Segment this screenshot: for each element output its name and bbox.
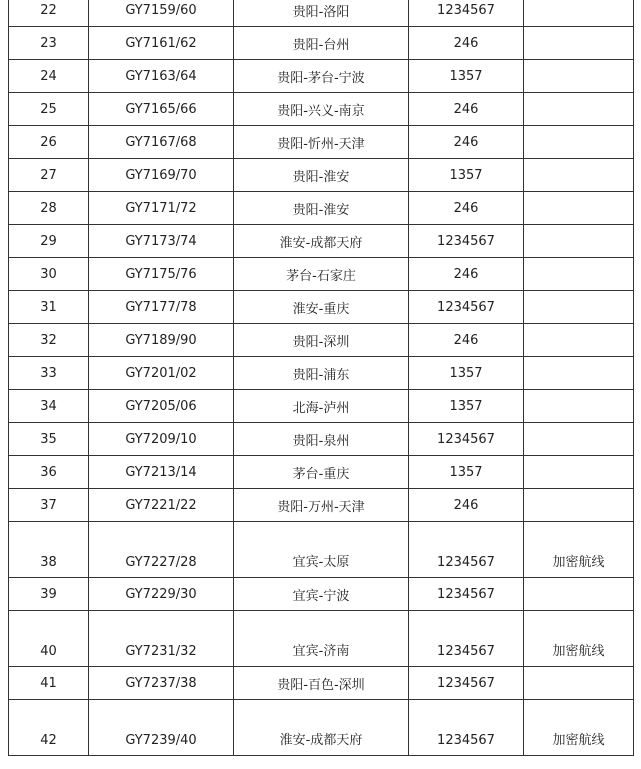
row-number-cell: 25	[9, 93, 89, 126]
flight-number-cell: GY7189/90	[89, 324, 234, 357]
table-row	[9, 93, 634, 126]
note-cell	[524, 390, 634, 423]
route-cell: 茅台-石家庄	[234, 258, 409, 291]
note-cell	[524, 60, 634, 93]
route-cell: 淮安-重庆	[234, 291, 409, 324]
route-cell: 北海-泸州	[234, 390, 409, 423]
row-number-cell: 27	[9, 159, 89, 192]
note-cell	[524, 192, 634, 225]
flight-number-cell: GY7213/14	[89, 456, 234, 489]
table-row	[9, 456, 634, 489]
operating-days-cell: 1234567	[409, 611, 524, 667]
flight-number-cell: GY7205/06	[89, 390, 234, 423]
table-row	[9, 126, 634, 159]
table-row	[9, 159, 634, 192]
row-number-cell: 29	[9, 225, 89, 258]
operating-days-cell: 246	[409, 489, 524, 522]
table-row	[9, 192, 634, 225]
operating-days-cell: 246	[409, 27, 524, 60]
route-cell: 淮安-成都天府	[234, 225, 409, 258]
flight-number-cell: GY7229/30	[89, 578, 234, 611]
note-cell	[524, 357, 634, 390]
table-row	[9, 225, 634, 258]
row-number-cell: 23	[9, 27, 89, 60]
flight-number-cell: GY7171/72	[89, 192, 234, 225]
row-number-cell: 26	[9, 126, 89, 159]
route-cell: 贵阳-忻州-天津	[234, 126, 409, 159]
operating-days-cell: 1234567	[409, 291, 524, 324]
table-row	[9, 611, 634, 667]
note-cell	[524, 126, 634, 159]
flight-number-cell: GY7167/68	[89, 126, 234, 159]
operating-days-cell: 246	[409, 93, 524, 126]
flight-number-cell: GY7161/62	[89, 27, 234, 60]
route-cell: 贵阳-台州	[234, 27, 409, 60]
note-cell	[524, 291, 634, 324]
row-number-cell: 35	[9, 423, 89, 456]
note-cell	[524, 578, 634, 611]
flight-number-cell: GY7231/32	[89, 611, 234, 667]
route-cell: 贵阳-泉州	[234, 423, 409, 456]
row-number-cell: 34	[9, 390, 89, 423]
flight-number-cell: GY7165/66	[89, 93, 234, 126]
note-cell	[524, 667, 634, 700]
route-cell: 贵阳-兴义-南京	[234, 93, 409, 126]
operating-days-cell: 1357	[409, 456, 524, 489]
operating-days-cell: 246	[409, 324, 524, 357]
operating-days-cell: 1357	[409, 60, 524, 93]
flight-schedule-table	[8, 0, 634, 756]
operating-days-cell: 1234567	[409, 522, 524, 578]
route-cell: 贵阳-洛阳	[234, 0, 409, 27]
row-number-cell: 40	[9, 611, 89, 667]
table-row	[9, 0, 634, 27]
route-cell: 宜宾-济南	[234, 611, 409, 667]
table-row	[9, 357, 634, 390]
operating-days-cell: 1357	[409, 159, 524, 192]
operating-days-cell: 1357	[409, 390, 524, 423]
operating-days-cell: 246	[409, 258, 524, 291]
row-number-cell: 30	[9, 258, 89, 291]
operating-days-cell: 1234567	[409, 667, 524, 700]
route-cell: 淮安-成都天府	[234, 700, 409, 756]
table-body	[9, 0, 634, 756]
table-row	[9, 522, 634, 578]
operating-days-cell: 1234567	[409, 578, 524, 611]
flight-number-cell: GY7227/28	[89, 522, 234, 578]
note-cell	[524, 324, 634, 357]
flight-number-cell: GY7201/02	[89, 357, 234, 390]
flight-number-cell: GY7175/76	[89, 258, 234, 291]
row-number-cell: 37	[9, 489, 89, 522]
row-number-cell: 42	[9, 700, 89, 756]
table-row	[9, 60, 634, 93]
note-cell: 加密航线	[524, 700, 634, 756]
operating-days-cell: 246	[409, 192, 524, 225]
row-number-cell: 22	[9, 0, 89, 27]
operating-days-cell: 1234567	[409, 423, 524, 456]
route-cell: 贵阳-浦东	[234, 357, 409, 390]
flight-number-cell: GY7177/78	[89, 291, 234, 324]
operating-days-cell: 1234567	[409, 700, 524, 756]
route-cell: 贵阳-深圳	[234, 324, 409, 357]
row-number-cell: 36	[9, 456, 89, 489]
note-cell	[524, 423, 634, 456]
note-cell	[524, 27, 634, 60]
row-number-cell: 41	[9, 667, 89, 700]
route-cell: 贵阳-淮安	[234, 159, 409, 192]
row-number-cell: 33	[9, 357, 89, 390]
note-cell	[524, 159, 634, 192]
flight-number-cell: GY7221/22	[89, 489, 234, 522]
note-cell	[524, 93, 634, 126]
row-number-cell: 24	[9, 60, 89, 93]
route-cell: 贵阳-万州-天津	[234, 489, 409, 522]
row-number-cell: 32	[9, 324, 89, 357]
flight-number-cell: GY7173/74	[89, 225, 234, 258]
route-cell: 贵阳-茅台-宁波	[234, 60, 409, 93]
note-cell: 加密航线	[524, 522, 634, 578]
note-cell	[524, 258, 634, 291]
flight-number-cell: GY7159/60	[89, 0, 234, 27]
table-row	[9, 390, 634, 423]
flight-number-cell: GY7163/64	[89, 60, 234, 93]
row-number-cell: 39	[9, 578, 89, 611]
row-number-cell: 28	[9, 192, 89, 225]
row-number-cell: 31	[9, 291, 89, 324]
table-row	[9, 258, 634, 291]
flight-number-cell: GY7237/38	[89, 667, 234, 700]
table-row	[9, 27, 634, 60]
route-cell: 宜宾-宁波	[234, 578, 409, 611]
operating-days-cell: 1234567	[409, 0, 524, 27]
table-row	[9, 324, 634, 357]
note-cell	[524, 456, 634, 489]
flight-number-cell: GY7209/10	[89, 423, 234, 456]
route-cell: 茅台-重庆	[234, 456, 409, 489]
table-row	[9, 291, 634, 324]
note-cell	[524, 489, 634, 522]
route-cell: 宜宾-太原	[234, 522, 409, 578]
table-row	[9, 667, 634, 700]
flight-number-cell: GY7239/40	[89, 700, 234, 756]
operating-days-cell: 246	[409, 126, 524, 159]
route-cell: 贵阳-百色-深圳	[234, 667, 409, 700]
table-row	[9, 423, 634, 456]
table-row	[9, 700, 634, 756]
table-row	[9, 578, 634, 611]
row-number-cell: 38	[9, 522, 89, 578]
operating-days-cell: 1357	[409, 357, 524, 390]
note-cell	[524, 225, 634, 258]
table-row	[9, 489, 634, 522]
operating-days-cell: 1234567	[409, 225, 524, 258]
note-cell: 加密航线	[524, 611, 634, 667]
route-cell: 贵阳-淮安	[234, 192, 409, 225]
note-cell	[524, 0, 634, 27]
flight-number-cell: GY7169/70	[89, 159, 234, 192]
